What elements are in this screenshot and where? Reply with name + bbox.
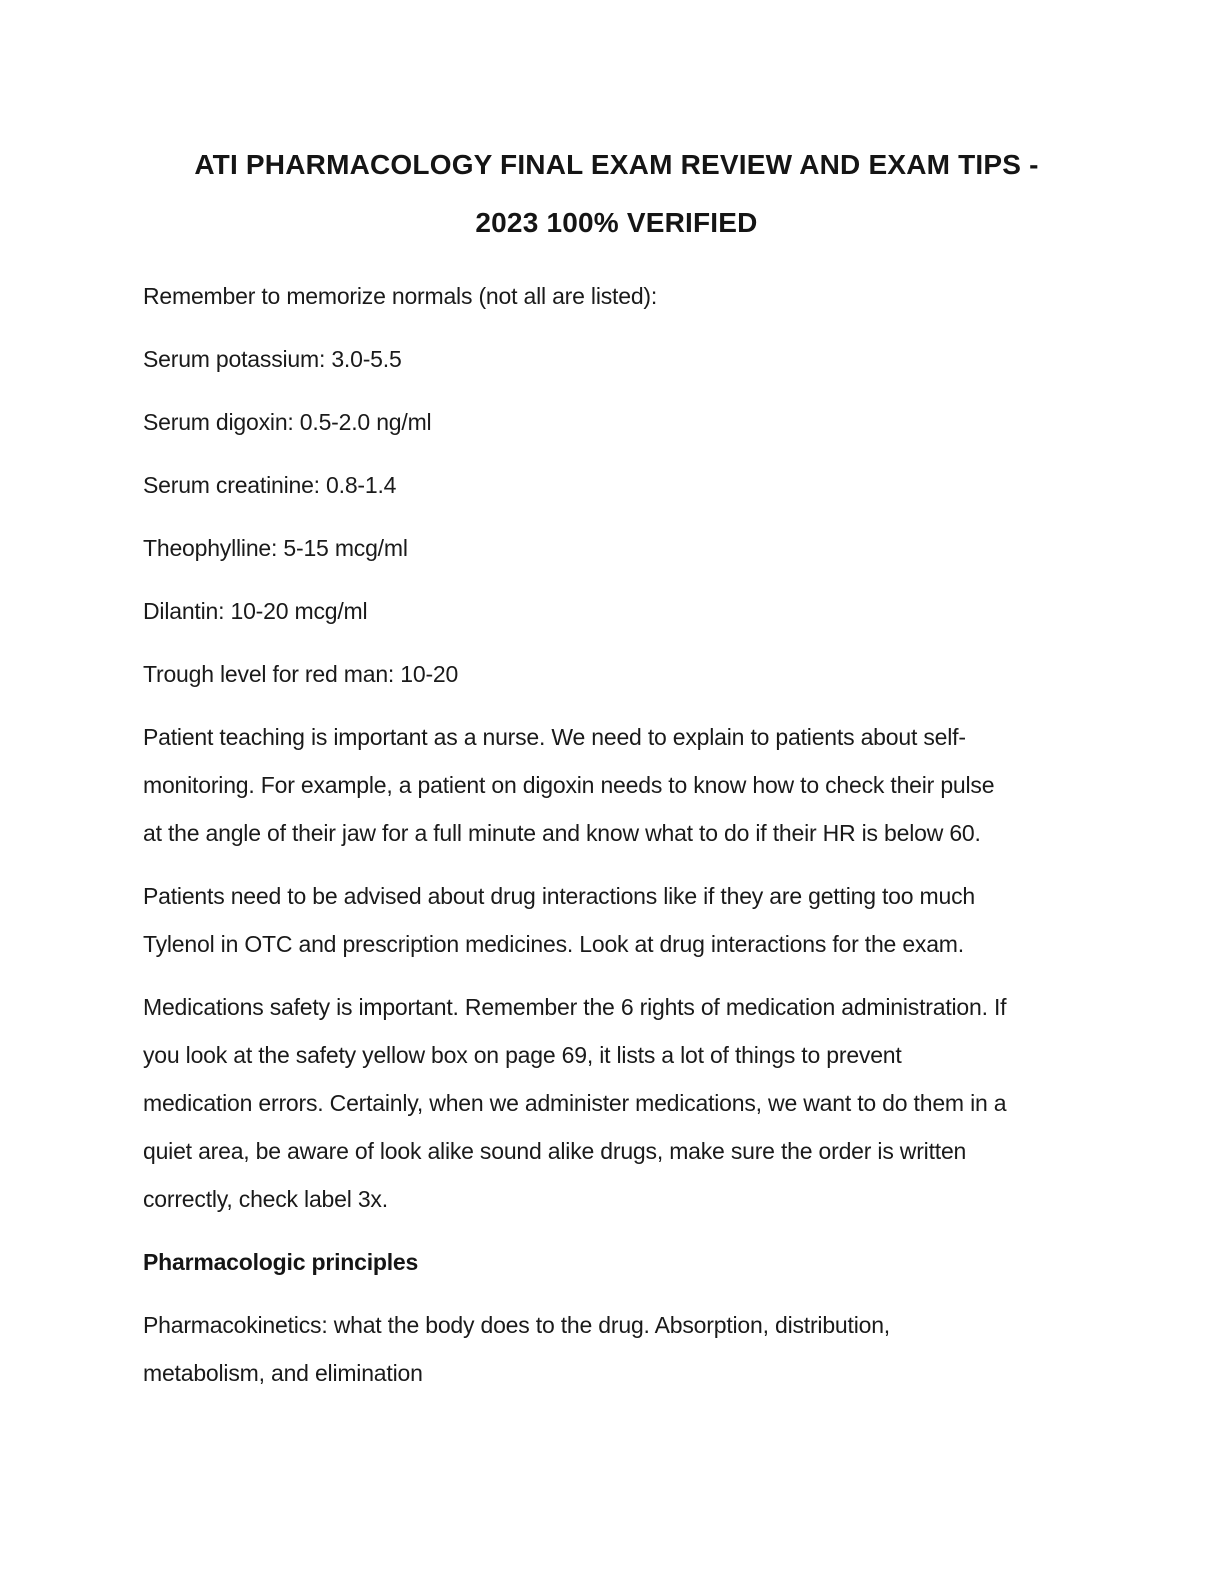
document-title-line-1: ATI PHARMACOLOGY FINAL EXAM REVIEW AND EXAM TIPS -	[194, 149, 1039, 180]
paragraph-dilantin: Dilantin: 10-20 mcg/ml	[143, 598, 368, 624]
paragraph-serum-digoxin: Serum digoxin: 0.5-2.0 ng/ml	[143, 409, 432, 435]
document-title-line-2: 2023 100% VERIFIED	[475, 207, 758, 238]
paragraph-pharmacokinetics: Pharmacokinetics: what the body does to the drug. Absorption, distribution, metabolism, and elimination	[143, 1312, 890, 1386]
paragraph-drug-interactions: Patients need to be advised about drug interactions like if they are getting too much Tylenol in OTC and prescription medicines. Look at drug interactions for the exam.	[143, 883, 975, 957]
paragraph-serum-creatinine: Serum creatinine: 0.8-1.4	[143, 472, 397, 498]
document-title	[143, 136, 1090, 252]
document-content	[143, 136, 1090, 1412]
paragraph-patient-teaching: Patient teaching is important as a nurse. We need to explain to patients about self- monitoring. For example, a patient on digoxin needs to know how to check their pulse at the angle of their jaw for a full minute and know what to do if their HR is below 60.	[143, 724, 995, 846]
paragraph-medication-safety: Medications safety is important. Remember the 6 rights of medication administration. If you look at the safety yellow box on page 69, it lists a lot of things to prevent medication errors. Certainly, when we administer medications, we want to do them in a quiet area, be aware of look alike sound alike drugs, make sure the order is written correctly, check label 3x.	[143, 994, 1007, 1212]
paragraph-memorize-normals: Remember to memorize normals (not all are listed):	[143, 283, 658, 309]
paragraph-trough-level: Trough level for red man: 10-20	[143, 661, 459, 687]
paragraph-theophylline: Theophylline: 5-15 mcg/ml	[143, 535, 408, 561]
heading-pharmacologic-principles: Pharmacologic principles	[143, 1249, 419, 1275]
paragraph-serum-potassium: Serum potassium: 3.0-5.5	[143, 346, 402, 372]
